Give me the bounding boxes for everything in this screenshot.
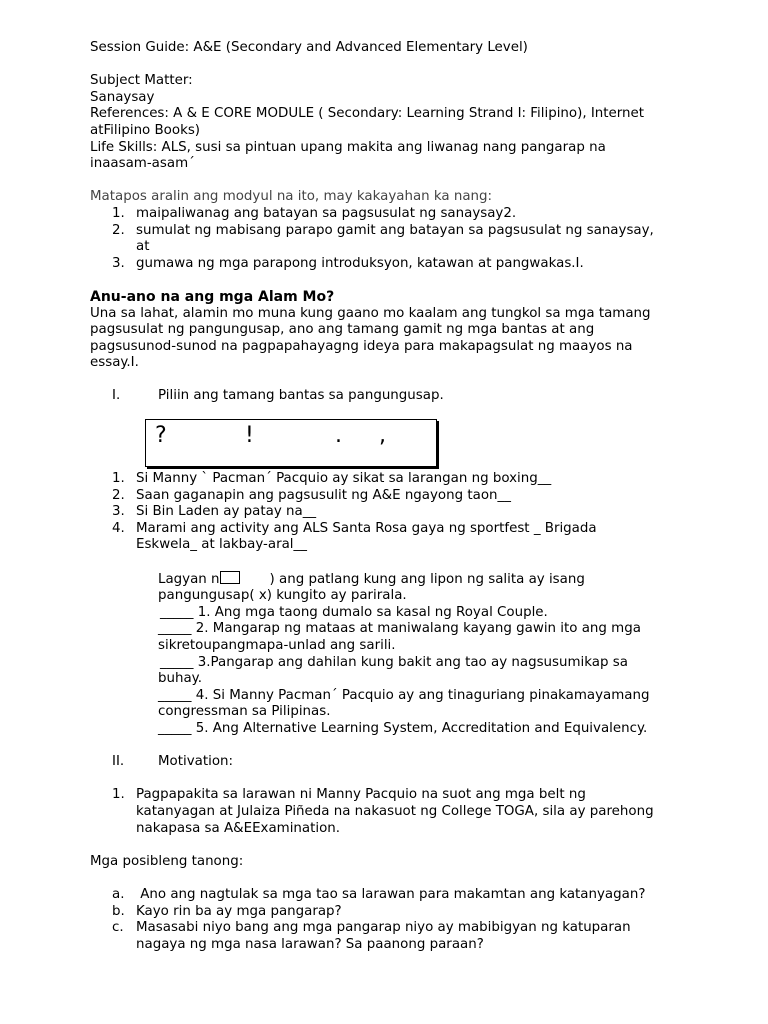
question-item-continuation: nagaya ng mga nasa larawan? Sa paanong paraan?: [136, 936, 484, 952]
alam-mo-paragraph-line: pagsusulat ng pangungusap, ano ang tamang gamit ng mga bantas at ang: [90, 322, 595, 338]
alam-mo-paragraph-line: pagsusunod-sunod na pagpapahayagng ideya para makapagsulat ng maayos na: [90, 338, 633, 354]
objective-item: 3. gumawa ng mga parapong introduksyon, katawan at pangwakas.I.: [112, 255, 584, 271]
punctuation-item-continuation: Eskwela_ at lakbay-aral__: [136, 537, 307, 553]
punctuation-item: 3. Si Bin Laden ay patay na__: [112, 504, 317, 520]
section-ii-heading: II. Motivation:: [112, 754, 234, 770]
blank-item: _____ 3.Pangarap ang dahilan kung bakit ang tao ay nagsusumikap sa: [160, 654, 628, 670]
references-line-2: atFilipino Books): [90, 122, 201, 138]
checkbox-symbol-icon: [220, 571, 240, 584]
question-item: c. Masasabi niyo bang ang mga pangarap niyo ay mabibigyan ng katuparan: [112, 920, 631, 936]
blank-item: _____ 4. Si Manny Pacman´ Pacquio ay ang tinaguriang pinakamayamang: [158, 687, 650, 703]
motivation-item-continuation: katanyagan at Julaiza Piñeda na nakasuot ng College TOGA, sila ay parehong: [136, 803, 654, 819]
question-item: a. Ano ang nagtulak sa mga tao sa larawan para makamtan ang katanyagan?: [112, 886, 646, 902]
blank-item-continuation: sikretoupangmapa-unlad ang sarili.: [158, 638, 396, 653]
references-line-1: References: A & E CORE MODULE ( Secondary: Learning Strand I: Filipino), Internet: [90, 106, 644, 122]
objective-item: 2. sumulat ng mabisang parapo gamit ang batayan sa pagsusulat ng sanaysay,: [112, 222, 654, 238]
section-i-instruction: I. Piliin ang tamang bantas sa pangungusap.: [112, 388, 444, 404]
alam-mo-heading: Anu-ano na ang mga Alam Mo?: [90, 288, 335, 305]
punctuation-item: 1. Si Manny ` Pacman´ Pacquio ay sikat sa larangan ng boxing__: [112, 471, 552, 487]
document-title: Session Guide: A&E (Secondary and Advanced Elementary Level): [90, 40, 528, 55]
blank-item: _____ 2. Mangarap ng mataas at maniwalang kayang gawin ito ang mga: [158, 621, 641, 637]
life-skills-line-1: Life Skills: ALS, susi sa pintuan upang makita ang liwanag nang pangarap na: [90, 139, 606, 155]
punctuation-item: 2. Saan gaganapin ang pagsusulit ng A&E ngayong taon__: [112, 487, 511, 503]
objective-item: 1. maipaliwanag ang batayan sa pagsusulat ng sanaysay2.: [112, 205, 517, 221]
question-mark: ?: [155, 423, 167, 448]
life-skills-line-2: inaasam-asam´: [90, 156, 195, 172]
motivation-item: 1. Pagpapakita sa larawan ni Manny Pacquio na suot ang mga belt ng: [112, 787, 586, 803]
blank-item: _____ 5. Ang Alternative Learning System, Accreditation and Equivalency.: [158, 720, 648, 736]
lagyan-instruction-line-2: pangungusap( x) kungito ay parirala.: [158, 588, 407, 604]
questions-heading: Mga posibleng tanong:: [90, 853, 244, 869]
punctuation-item: 4. Marami ang activity ang ALS Santa Rosa gaya ng sportfest _ Brigada: [112, 520, 597, 536]
period-mark: .: [335, 423, 342, 448]
blank-item-continuation: congressman sa Pilipinas.: [158, 704, 331, 720]
blank-item: _____ 1. Ang mga taong dumalo sa kasal ng Royal Couple.: [160, 604, 548, 620]
subject-value: Sanaysay: [90, 89, 155, 105]
blank-item-continuation: buhay.: [158, 671, 202, 687]
question-item: b. Kayo rin ba ay mga pangarap?: [112, 903, 342, 919]
exclamation-mark: !: [245, 423, 254, 448]
subject-label: Subject Matter:: [90, 73, 193, 89]
motivation-item-continuation: nakapasa sa A&EExamination.: [136, 820, 341, 836]
comma-mark: ,: [379, 423, 386, 448]
alam-mo-paragraph-line: essay.I.: [90, 355, 139, 371]
session-guide-page: [90, 40, 690, 953]
objective-item-continuation: at: [136, 239, 150, 255]
lagyan-instruction: Lagyan n ) ang patlang kung ang lipon ng salita ay isang: [158, 571, 585, 587]
punctuation-choices-box: [145, 419, 437, 467]
objectives-intro: Matapos aralin ang modyul na ito, may kakayahan ka nang:: [90, 189, 493, 205]
alam-mo-paragraph-line: Una sa lahat, alamin mo muna kung gaano mo kaalam ang tungkol sa mga tamang: [90, 305, 651, 321]
